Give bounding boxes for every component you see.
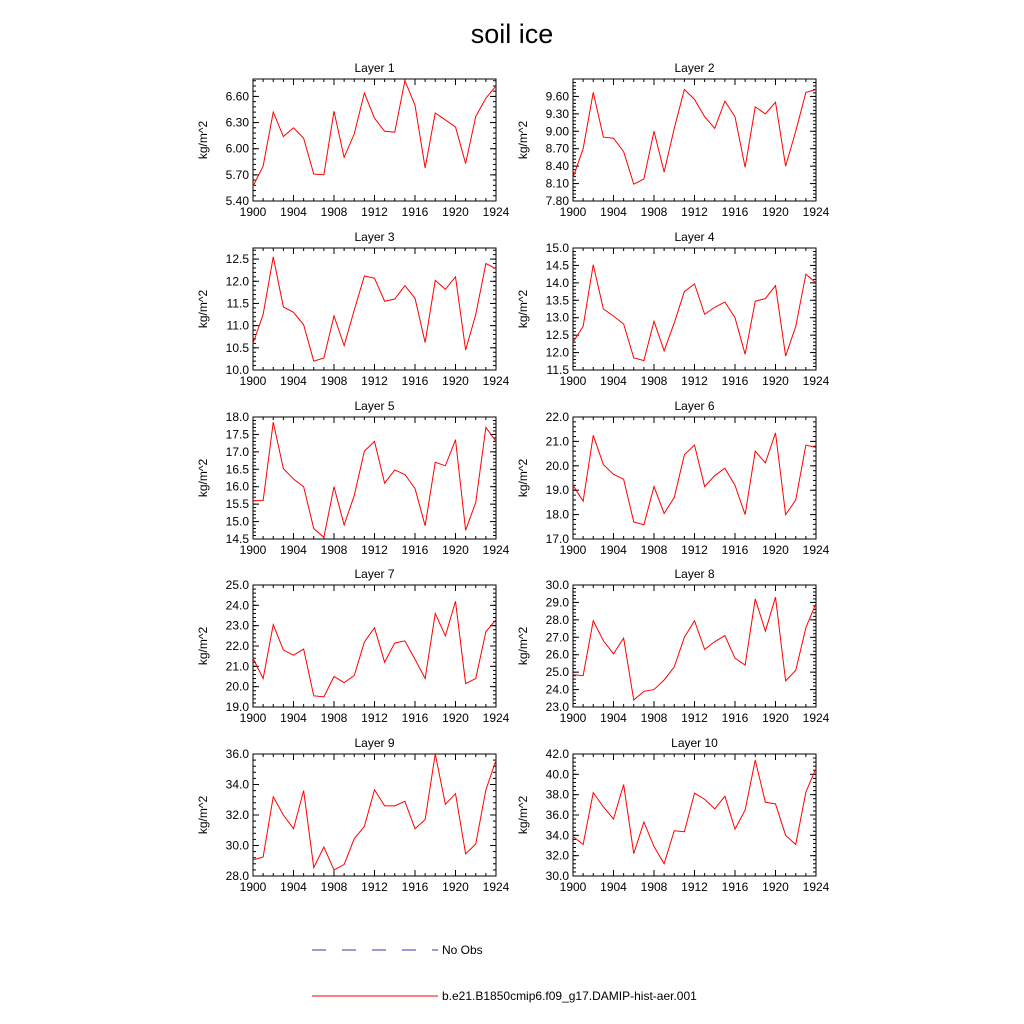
- y-tick-label: 12.0: [545, 345, 569, 360]
- y-tick-label: 20.0: [225, 679, 249, 694]
- y-tick-label: 28.0: [545, 612, 569, 627]
- x-tick-label: 1900: [559, 205, 587, 219]
- y-tick-label: 18.0: [545, 507, 569, 522]
- x-tick-label: 1908: [640, 205, 668, 219]
- y-tick-label: 10.5: [225, 340, 249, 355]
- x-tick-label: 1916: [721, 880, 749, 894]
- x-tick-label: 1912: [361, 205, 388, 219]
- x-tick-label: 1912: [681, 374, 708, 388]
- y-tick-label: 6.00: [225, 141, 249, 156]
- x-tick-label: 1908: [320, 880, 348, 894]
- y-tick-label: 27.0: [545, 630, 569, 645]
- x-tick-label: 1904: [600, 711, 627, 725]
- plot-frame: [573, 417, 816, 539]
- y-tick-label: 8.40: [545, 159, 569, 174]
- x-tick-label: 1920: [442, 711, 469, 725]
- y-tick-label: 12.5: [225, 252, 249, 267]
- x-tick-label: 1916: [401, 880, 429, 894]
- x-tick-label: 1900: [239, 374, 267, 388]
- x-tick-label: 1908: [640, 543, 668, 557]
- x-tick-label: 1916: [401, 205, 429, 219]
- y-tick-label: 14.5: [545, 258, 569, 273]
- panel-title: Layer 9: [354, 736, 395, 750]
- y-tick-label: 34.0: [225, 777, 249, 792]
- x-tick-label: 1900: [559, 543, 587, 557]
- x-tick-label: 1920: [762, 711, 789, 725]
- panel-layer-10: [516, 736, 830, 894]
- y-tick-label: 11.0: [226, 318, 249, 333]
- x-tick-label: 1900: [559, 880, 587, 894]
- x-tick-label: 1924: [482, 880, 510, 894]
- panel-title: Layer 3: [354, 230, 395, 244]
- y-tick-label: 24.0: [225, 598, 249, 613]
- y-tick-label: 21.0: [225, 659, 249, 674]
- panel-layer-5: [196, 399, 510, 557]
- x-tick-label: 1908: [320, 205, 348, 219]
- y-tick-label: 17.5: [225, 427, 249, 442]
- x-tick-label: 1924: [482, 543, 510, 557]
- y-tick-label: 32.0: [225, 808, 249, 822]
- x-tick-label: 1920: [762, 205, 789, 219]
- y-tick-label: 15.5: [225, 497, 249, 512]
- x-tick-label: 1924: [482, 711, 510, 725]
- x-tick-label: 1904: [280, 374, 307, 388]
- y-tick-label: 19.0: [225, 700, 249, 714]
- panel-layer-9: [196, 736, 510, 894]
- y-tick-label: 30.0: [545, 578, 569, 592]
- x-tick-label: 1900: [239, 543, 267, 557]
- y-axis-label: kg/m^2: [516, 458, 530, 498]
- x-tick-label: 1908: [640, 880, 668, 894]
- x-tick-label: 1916: [721, 205, 749, 219]
- x-tick-label: 1912: [361, 880, 388, 894]
- x-tick-label: 1908: [320, 374, 348, 388]
- y-tick-label: 17.0: [545, 532, 569, 546]
- y-tick-label: 12.0: [225, 274, 249, 289]
- panel-layer-2: [516, 61, 830, 219]
- y-tick-label: 22.0: [225, 639, 249, 653]
- x-tick-label: 1920: [762, 543, 789, 557]
- x-tick-label: 1908: [640, 374, 668, 388]
- figure-title: soil ice: [470, 19, 554, 49]
- y-tick-label: 17.0: [225, 444, 249, 459]
- y-tick-label: 25.0: [225, 578, 249, 592]
- y-tick-label: 8.10: [545, 176, 569, 191]
- x-tick-label: 1924: [802, 880, 830, 894]
- y-axis-label: kg/m^2: [196, 458, 210, 498]
- x-tick-label: 1904: [280, 205, 307, 219]
- x-tick-label: 1924: [802, 374, 830, 388]
- x-tick-label: 1916: [401, 543, 429, 557]
- x-tick-label: 1916: [721, 374, 749, 388]
- y-tick-label: 42.0: [545, 747, 569, 761]
- y-tick-label: 25.0: [545, 665, 569, 680]
- x-tick-label: 1912: [681, 711, 708, 725]
- series-line: [573, 597, 816, 700]
- series-line: [573, 89, 816, 184]
- y-tick-label: 32.0: [545, 848, 569, 863]
- series-line: [573, 265, 816, 361]
- x-tick-label: 1912: [361, 374, 388, 388]
- panel-title: Layer 7: [354, 567, 395, 581]
- y-tick-label: 24.0: [545, 682, 569, 697]
- y-tick-label: 5.40: [225, 194, 249, 208]
- x-tick-label: 1920: [442, 374, 469, 388]
- panels: [196, 61, 830, 894]
- panel-title: Layer 5: [354, 399, 395, 413]
- x-tick-label: 1900: [239, 880, 267, 894]
- y-tick-label: 30.0: [225, 838, 249, 853]
- series-line: [573, 433, 816, 525]
- x-tick-label: 1924: [482, 205, 510, 219]
- panel-title: Layer 10: [671, 736, 718, 750]
- plot-frame: [573, 79, 816, 201]
- y-tick-label: 28.0: [225, 869, 249, 883]
- x-tick-label: 1916: [721, 711, 749, 725]
- panel-title: Layer 1: [354, 61, 395, 75]
- x-tick-label: 1920: [762, 880, 789, 894]
- y-tick-label: 11.5: [546, 363, 569, 377]
- panel-layer-6: [516, 399, 830, 557]
- y-tick-label: 18.0: [225, 410, 249, 424]
- y-tick-label: 11.5: [226, 296, 249, 311]
- y-tick-label: 12.5: [545, 328, 569, 343]
- legend-label-model: b.e21.B1850cmip6.f09_g17.DAMIP-hist-aer.001: [442, 989, 697, 1003]
- y-tick-label: 8.70: [545, 141, 569, 156]
- y-tick-label: 36.0: [225, 747, 249, 761]
- y-tick-label: 19.0: [545, 483, 569, 498]
- legend: [312, 943, 697, 1003]
- x-tick-label: 1900: [239, 205, 267, 219]
- x-tick-label: 1904: [600, 880, 627, 894]
- panel-title: Layer 4: [674, 230, 715, 244]
- x-tick-label: 1904: [280, 711, 307, 725]
- x-tick-label: 1916: [401, 374, 429, 388]
- y-tick-label: 10.0: [225, 363, 249, 377]
- panel-title: Layer 2: [674, 61, 715, 75]
- y-tick-label: 22.0: [545, 410, 569, 424]
- y-tick-label: 5.70: [225, 167, 249, 182]
- y-tick-label: 36.0: [545, 808, 569, 822]
- y-tick-label: 30.0: [545, 869, 569, 883]
- series-line: [253, 754, 496, 870]
- legend-label-no-obs: No Obs: [442, 943, 483, 957]
- y-tick-label: 29.0: [545, 595, 569, 610]
- series-line: [253, 422, 496, 537]
- y-tick-label: 15.0: [545, 241, 569, 255]
- y-axis-label: kg/m^2: [516, 626, 530, 666]
- series-line: [253, 81, 496, 186]
- y-axis-label: kg/m^2: [196, 626, 210, 666]
- y-tick-label: 14.5: [225, 532, 249, 546]
- y-tick-label: 13.0: [545, 310, 569, 325]
- y-tick-label: 15.0: [225, 514, 249, 529]
- series-line: [253, 257, 496, 361]
- x-tick-label: 1916: [721, 543, 749, 557]
- x-tick-label: 1912: [681, 880, 708, 894]
- x-tick-label: 1900: [559, 374, 587, 388]
- y-tick-label: 20.0: [545, 458, 569, 473]
- x-tick-label: 1904: [600, 374, 627, 388]
- plot-frame: [573, 248, 816, 370]
- x-tick-label: 1912: [361, 543, 388, 557]
- x-tick-label: 1924: [802, 711, 830, 725]
- plot-frame: [573, 585, 816, 707]
- x-tick-label: 1912: [361, 711, 388, 725]
- y-tick-label: 9.30: [545, 106, 569, 121]
- x-tick-label: 1904: [280, 543, 307, 557]
- panel-layer-7: [196, 567, 510, 725]
- panel-title: Layer 6: [674, 399, 715, 413]
- y-tick-label: 21.0: [545, 434, 569, 449]
- series-line: [253, 601, 496, 697]
- y-tick-label: 6.30: [225, 115, 249, 130]
- x-tick-label: 1920: [442, 205, 469, 219]
- x-tick-label: 1920: [442, 880, 469, 894]
- y-axis-label: kg/m^2: [196, 289, 210, 329]
- x-tick-label: 1904: [600, 543, 627, 557]
- y-tick-label: 14.0: [545, 275, 569, 290]
- y-axis-label: kg/m^2: [516, 795, 530, 835]
- y-tick-label: 23.0: [545, 700, 569, 714]
- y-tick-label: 40.0: [545, 767, 569, 782]
- y-tick-label: 23.0: [225, 618, 249, 633]
- y-tick-label: 9.00: [545, 124, 569, 139]
- x-tick-label: 1908: [320, 711, 348, 725]
- y-axis-label: kg/m^2: [516, 120, 530, 160]
- y-tick-label: 38.0: [545, 787, 569, 802]
- y-tick-label: 7.80: [545, 194, 569, 208]
- y-tick-label: 16.5: [225, 462, 249, 477]
- x-tick-label: 1900: [559, 711, 587, 725]
- x-tick-label: 1920: [762, 374, 789, 388]
- x-tick-label: 1904: [280, 880, 307, 894]
- y-tick-label: 13.5: [545, 293, 569, 308]
- panel-layer-8: [516, 567, 830, 725]
- series-line: [573, 760, 816, 864]
- x-tick-label: 1920: [442, 543, 469, 557]
- x-tick-label: 1916: [401, 711, 429, 725]
- x-tick-label: 1908: [320, 543, 348, 557]
- panel-layer-4: [516, 230, 830, 388]
- y-tick-label: 6.60: [225, 89, 249, 104]
- y-tick-label: 26.0: [545, 647, 569, 662]
- x-tick-label: 1924: [802, 543, 830, 557]
- plot-frame: [253, 585, 496, 707]
- y-axis-label: kg/m^2: [516, 289, 530, 329]
- y-tick-label: 34.0: [545, 828, 569, 843]
- x-tick-label: 1924: [802, 205, 830, 219]
- x-tick-label: 1904: [600, 205, 627, 219]
- x-tick-label: 1924: [482, 374, 510, 388]
- x-tick-label: 1912: [681, 205, 708, 219]
- panel-title: Layer 8: [674, 567, 715, 581]
- x-tick-label: 1908: [640, 711, 668, 725]
- x-tick-label: 1912: [681, 543, 708, 557]
- y-axis-label: kg/m^2: [196, 795, 210, 835]
- panel-layer-3: [196, 230, 510, 388]
- y-axis-label: kg/m^2: [196, 120, 210, 160]
- y-tick-label: 9.60: [545, 89, 569, 104]
- x-tick-label: 1900: [239, 711, 267, 725]
- panel-layer-1: [196, 61, 510, 219]
- y-tick-label: 16.0: [225, 479, 249, 494]
